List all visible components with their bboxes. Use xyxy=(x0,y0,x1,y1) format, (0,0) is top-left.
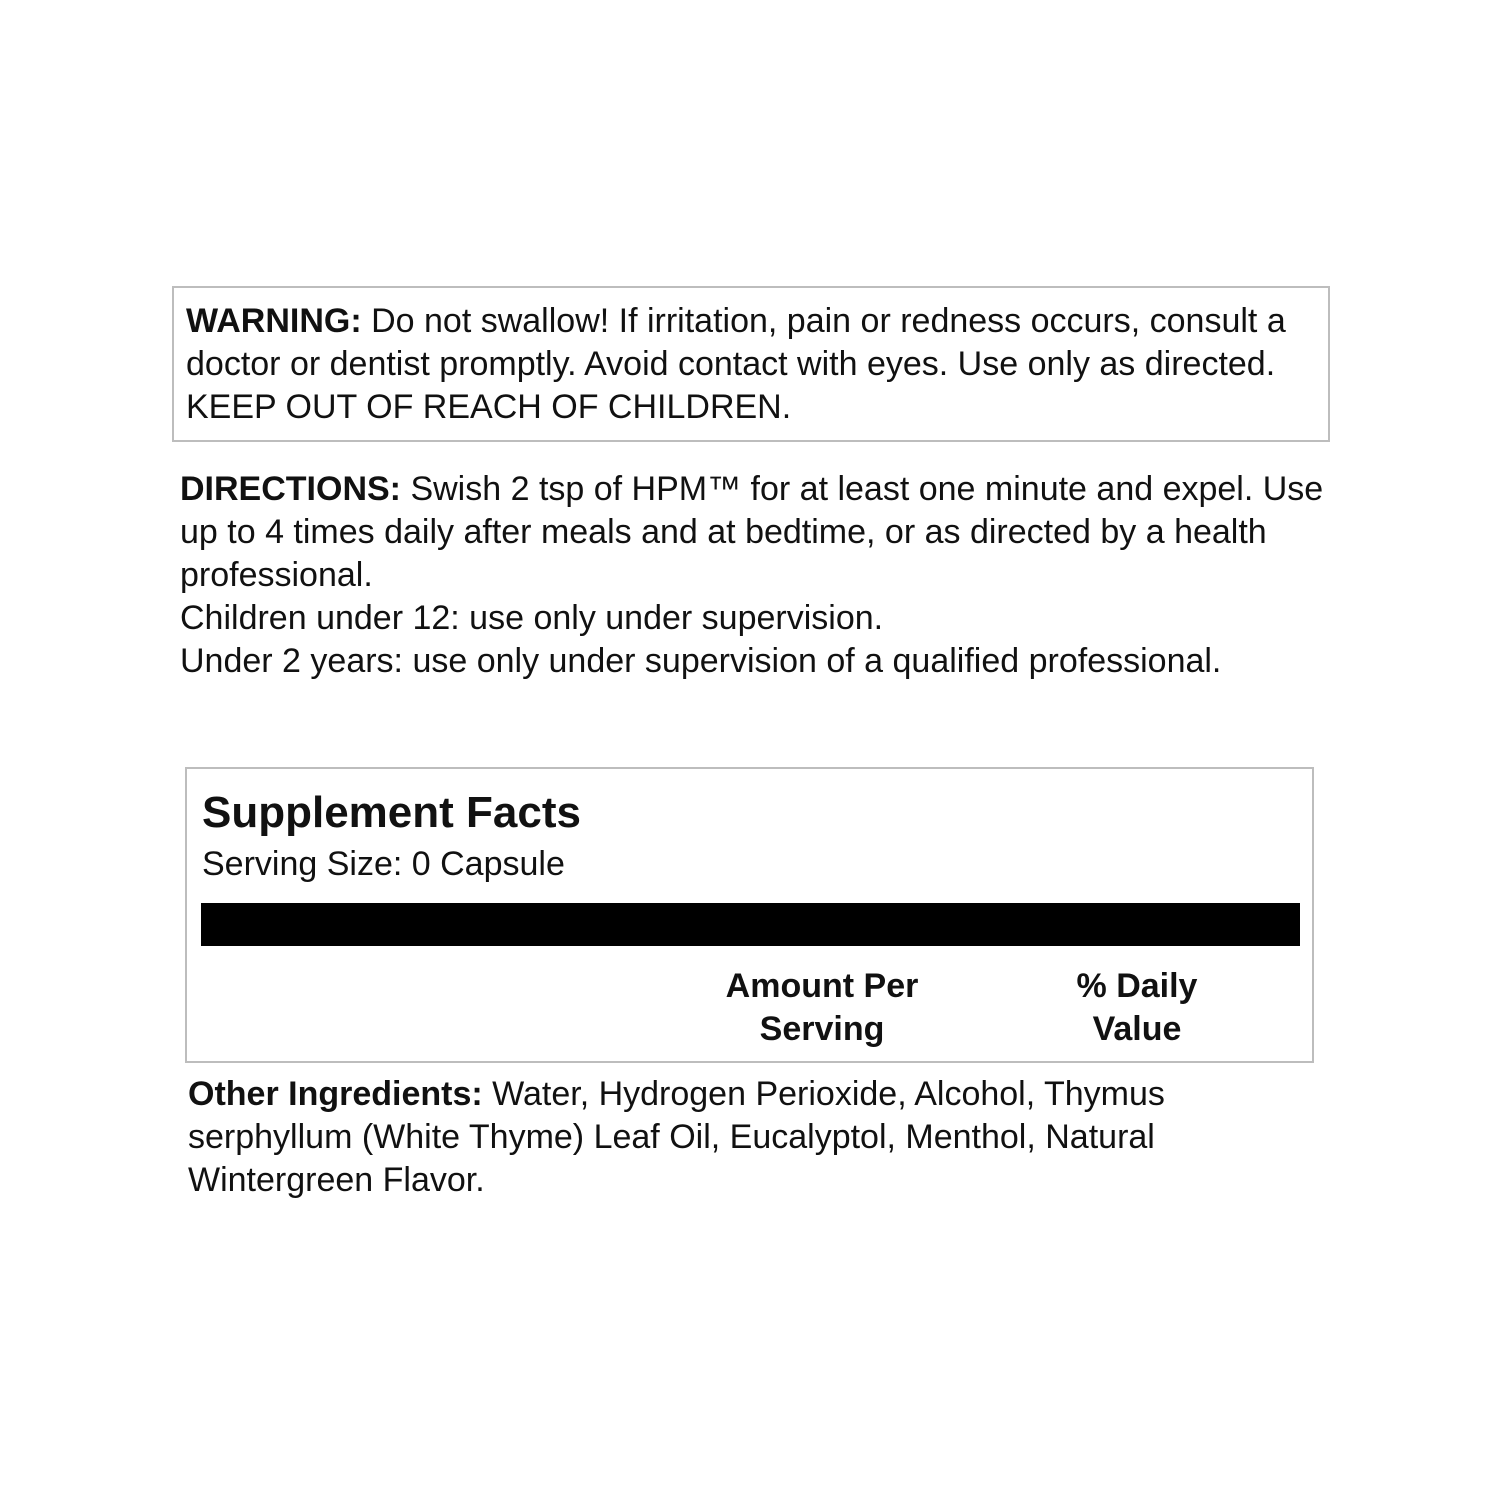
supplement-facts-title: Supplement Facts xyxy=(202,788,581,837)
warning-text: Do not swallow! If irritation, pain or redness occurs, consult a doctor or dentist promptly. Avoid contact with eyes. Use only as directed. KEEP OUT OF REACH OF CHILDREN. xyxy=(186,302,1286,426)
daily-value-header: % Daily Value xyxy=(1076,967,1198,1048)
other-ingredients-text: Water, Hydrogen Perioxide, Alcohol, Thymus serphyllum (White Thyme) Leaf Oil, Eucalyptol, Menthol, Natural Wintergreen Flavor. xyxy=(188,1075,1165,1199)
thick-divider xyxy=(201,903,1300,946)
warning-label: WARNING: xyxy=(186,302,362,340)
amount-per-serving-header: Amount Per Serving xyxy=(725,967,919,1048)
warning-box xyxy=(172,286,1330,442)
supplement-facts-panel xyxy=(185,767,1314,1063)
serving-size: Serving Size: 0 Capsule xyxy=(202,845,565,883)
directions-label: DIRECTIONS: xyxy=(180,470,401,508)
other-ingredients xyxy=(188,1073,1318,1202)
directions-paragraph xyxy=(180,468,1330,597)
directions-text: Swish 2 tsp of HPM™ for at least one minute and expel. Use up to 4 times daily after meals and at bedtime, or as directed by a health professional. xyxy=(180,470,1324,594)
other-ingredients-label: Other Ingredients: xyxy=(188,1075,483,1113)
directions-section xyxy=(180,468,1330,683)
under-two-note: Under 2 years: use only under supervision of a qualified professional. xyxy=(180,642,1222,680)
children-note: Children under 12: use only under supervision. xyxy=(180,599,884,637)
